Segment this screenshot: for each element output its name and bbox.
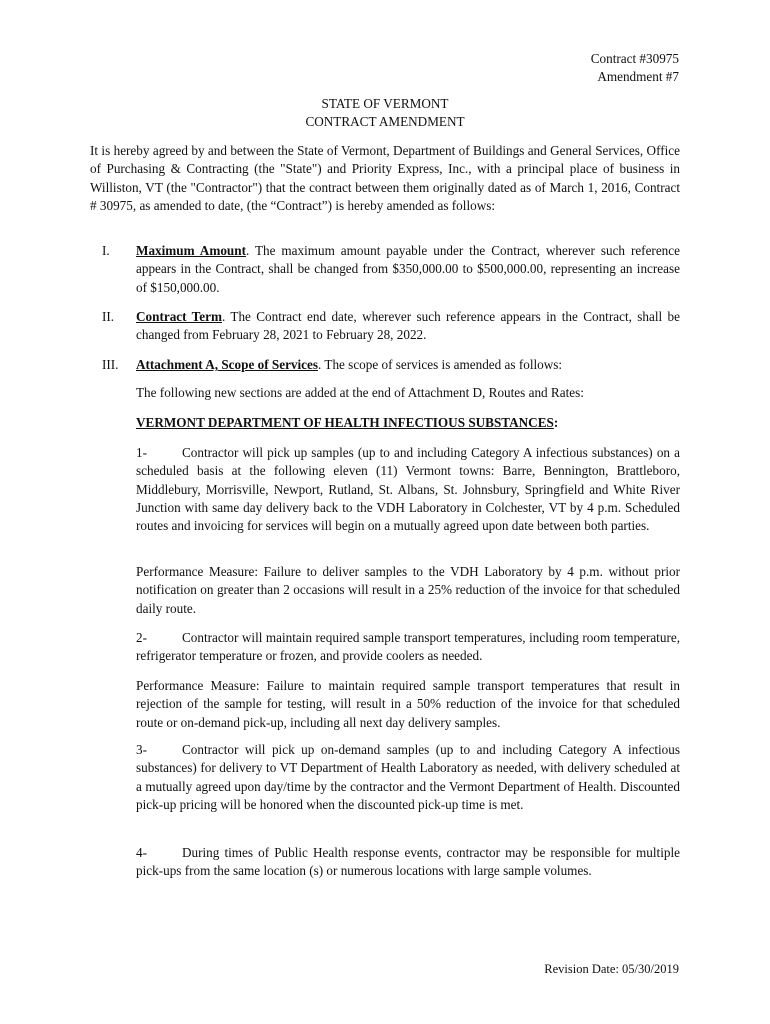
intro-paragraph: It is hereby agreed by and between the State of Vermont, Department of Buildings and General Services, Office of Purchasing & Contracting (the "State") and Priority Express, Inc., with a principal place of business in Williston, VT (the "Contractor") that the contract between them originally dated as of March 1, 2016, Contract # 30975, as amended to date, (the “Contract”) is hereby amended as follows:	[90, 143, 680, 213]
section-scope-of-services	[90, 356, 680, 374]
performance-measure-1: Performance Measure: Failure to deliver samples to the VDH Laboratory by 4 p.m. without prior notification on greater than 2 occasions will result in a 25% reduction of the invoice for that scheduled daily route.	[136, 564, 680, 616]
item-3	[136, 741, 680, 814]
item-2	[136, 629, 680, 666]
item-4	[136, 844, 680, 881]
section-heading: Attachment A, Scope of Services	[136, 357, 319, 372]
vdh-heading	[136, 414, 680, 432]
section-text: . The Contract end date, wherever such reference appears in the Contract, shall be changed from February 28, 2021 to February 28, 2022.	[136, 309, 681, 343]
section-number: I.	[102, 243, 110, 258]
vdh-heading-colon: :	[553, 415, 559, 430]
section-number: II.	[102, 309, 115, 324]
section-heading: Contract Term	[136, 309, 222, 324]
section-number: III.	[102, 357, 119, 372]
section-text: . The scope of services is amended as follows:	[318, 357, 563, 372]
item-text: During times of Public Health response events, contractor may be responsible for multiple pick-ups from the same location (s) or numerous locations with large sample volumes.	[136, 845, 680, 879]
item-number: 4-	[136, 845, 147, 860]
vdh-heading-text: VERMONT DEPARTMENT OF HEALTH INFECTIOUS SUBSTANCES	[136, 415, 554, 430]
section-contract-term	[90, 308, 680, 345]
amendment-number: Amendment #7	[597, 69, 679, 85]
title-line-2: CONTRACT AMENDMENT	[305, 114, 465, 130]
item-number: 1-	[136, 445, 147, 460]
revision-date: Revision Date: 05/30/2019	[544, 962, 679, 976]
item-text: Contractor will pick up samples (up to and including Category A infectious substances) on a scheduled basis at the following eleven (11) Vermont towns: Barre, Bennington, Brattleboro, Middlebury, Morrisville, Newport, Rutland, St. Albans, St. Johnsbury, Springfield and White River Junction with same day delivery back to the VDH Laboratory in Colchester, VT by 4 p.m. Scheduled routes and invoicing for services will begin on a mutually agreed upon date between both parties.	[136, 445, 680, 534]
section-maximum-amount	[90, 242, 680, 297]
item-text: Contractor will pick up on-demand samples (up to and including Category A infectious substances) for delivery to VT Department of Health Laboratory as needed, with delivery scheduled at a mutually agreed upon day/time by the contractor and the Vermont Department of Health. Discounted pick-up pricing will be honored when the discounted pick-up time is met.	[136, 742, 680, 812]
performance-measure-2: Performance Measure: Failure to maintain required sample transport temperatures that result in rejection of the sample for testing, will result in a 50% reduction of the invoice for that scheduled route or on-demand pick-up, including all next day delivery samples.	[136, 678, 680, 730]
contract-number: Contract #30975	[590, 51, 679, 66]
contract-header	[591, 50, 679, 87]
document-title	[0, 95, 770, 132]
title-line-1: STATE OF VERMONT	[321, 96, 449, 111]
section-text: . The maximum amount payable under the Contract, wherever such reference appears in the Contract, shall be changed from $350,000.00 to $500,000.00, representing an increase of $150,000.00.	[136, 243, 680, 295]
item-text: Contractor will maintain required sample transport temperatures, including room temperature, refrigerator temperature or frozen, and provide coolers as needed.	[136, 630, 680, 664]
item-1	[136, 444, 680, 535]
item-number: 2-	[136, 630, 147, 645]
item-number: 3-	[136, 742, 147, 757]
section-heading: Maximum Amount	[136, 243, 246, 258]
new-sections-note: The following new sections are added at the end of Attachment D, Routes and Rates:	[136, 385, 584, 400]
